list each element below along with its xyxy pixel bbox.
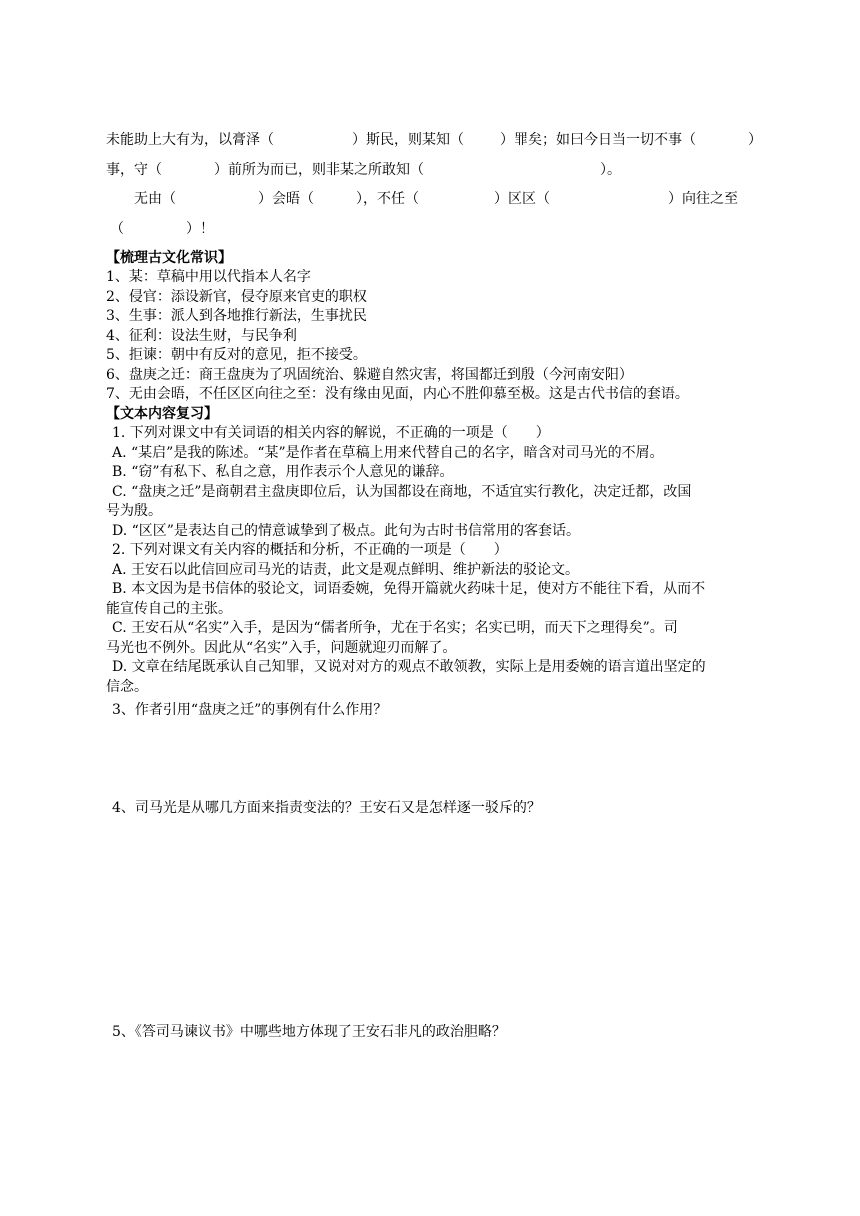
culture-item-3: 3、生事：派人到各地推行新法，生事扰民 bbox=[106, 308, 367, 324]
question-2-option-a: A. 王安石以此信回应司马光的诘责，此文是观点鲜明、维护新法的驳论文。 bbox=[112, 562, 580, 578]
blank-row-4-part-a: （ bbox=[110, 221, 124, 237]
blank-row-3-part-e: ）向往之至 bbox=[668, 191, 738, 207]
question-2-option-d-line-1: D. 文章在结尾既承认自己知罪，又说对对方的观点不敢领教，实际上是用委婉的语言道出坚定的 bbox=[112, 659, 706, 675]
question-1-option-b: B. “窃”有私下、私自之意，用作表示个人意见的谦辞。 bbox=[112, 464, 454, 480]
question-1-option-d: D. “区区”是表达自己的情意诚挚到了极点。此句为古时书信常用的客套话。 bbox=[112, 523, 580, 539]
blank-row-2-part-c: ）。 bbox=[600, 162, 621, 178]
blank-row-3-part-b: ）会晤（ bbox=[258, 191, 314, 207]
question-1-option-c-line-1: C. “盘庚之迁”是商朝君主盘庚即位后，认为国都设在商地，不适宜实行教化，决定迁都，改国 bbox=[112, 484, 692, 500]
culture-item-4: 4、征利：设法生财，与民争利 bbox=[106, 328, 297, 344]
blank-row-3-part-a: 无由（ bbox=[134, 191, 176, 207]
culture-heading: 【梳理古文化常识】 bbox=[106, 250, 232, 266]
culture-item-5: 5、拒谏：朝中有反对的意见，拒不接受。 bbox=[106, 347, 367, 363]
blank-row-4-part-b: ）！ bbox=[186, 221, 214, 237]
question-2-option-c-line-2: 马光也不例外。因此从“名实”入手，问题就迎刃而解了。 bbox=[106, 640, 457, 656]
question-5: 5、《答司马谏议书》中哪些地方体现了王安石非凡的政治胆略？ bbox=[112, 1024, 506, 1040]
question-3: 3、作者引用“盘庚之迁”的事例有什么作用？ bbox=[112, 702, 388, 718]
question-4: 4、司马光是从哪几方面来指责变法的？王安石又是怎样逐一驳斥的？ bbox=[112, 800, 541, 816]
review-heading: 【文本内容复习】 bbox=[106, 406, 218, 422]
culture-item-1: 1、某：草稿中用以代指本人名字 bbox=[106, 269, 311, 285]
question-1-option-c-line-2: 号为殷。 bbox=[106, 503, 162, 519]
question-1-option-a: A. “某启”是我的陈述。“某”是作者在草稿上用来代替自己的名字，暗含对司马光的不屑。 bbox=[112, 445, 664, 461]
blank-row-2-part-b: ）前所为而已，则非某之所敢知（ bbox=[214, 162, 424, 178]
question-2-option-d-line-2: 信念。 bbox=[106, 679, 148, 695]
blank-row-2-part-a: 事，守（ bbox=[106, 162, 162, 178]
question-2-option-b-line-1: B. 本文因为是书信体的驳论文，词语委婉，免得开篇就火药味十足，使对方不能往下看，从而不 bbox=[112, 581, 706, 597]
question-2-stem: 2. 下列对课文有关内容的概括和分析，不正确的一项是（ ） bbox=[112, 542, 508, 558]
blank-row-3-part-d: ）区区（ bbox=[494, 191, 550, 207]
culture-item-6: 6、盘庚之迁：商王盘庚为了巩固统治、躲避自然灾害，将国都迁到殷（今河南安阳） bbox=[106, 367, 633, 383]
blank-row-1-part-b: ）斯民，则某知（ bbox=[352, 132, 464, 148]
blank-row-1-part-a: 未能助上大有为，以膏泽（ bbox=[106, 132, 274, 148]
question-2-option-b-line-2: 能宣传自己的主张。 bbox=[106, 601, 232, 617]
blank-row-3-part-c: ），不任（ bbox=[356, 191, 419, 207]
blank-row-1-part-c: ）罪矣；如曰今日当一切不事（ bbox=[500, 132, 696, 148]
blank-row-1-part-d: ） bbox=[748, 132, 762, 148]
culture-item-2: 2、侵官：添设新官，侵夺原来官吏的职权 bbox=[106, 289, 367, 305]
question-2-option-c-line-1: C. 王安石从“名实”入手，是因为“儒者所争，尤在于名实；名实已明，而天下之理得矣”。司 bbox=[112, 620, 678, 636]
culture-item-7: 7、无由会晤，不任区区向往之至：没有缘由见面，内心不胜仰慕至极。这是古代书信的套语。 bbox=[106, 386, 689, 402]
question-1-stem: 1. 下列对课文中有关词语的相关内容的解说，不正确的一项是（ ） bbox=[112, 425, 550, 441]
